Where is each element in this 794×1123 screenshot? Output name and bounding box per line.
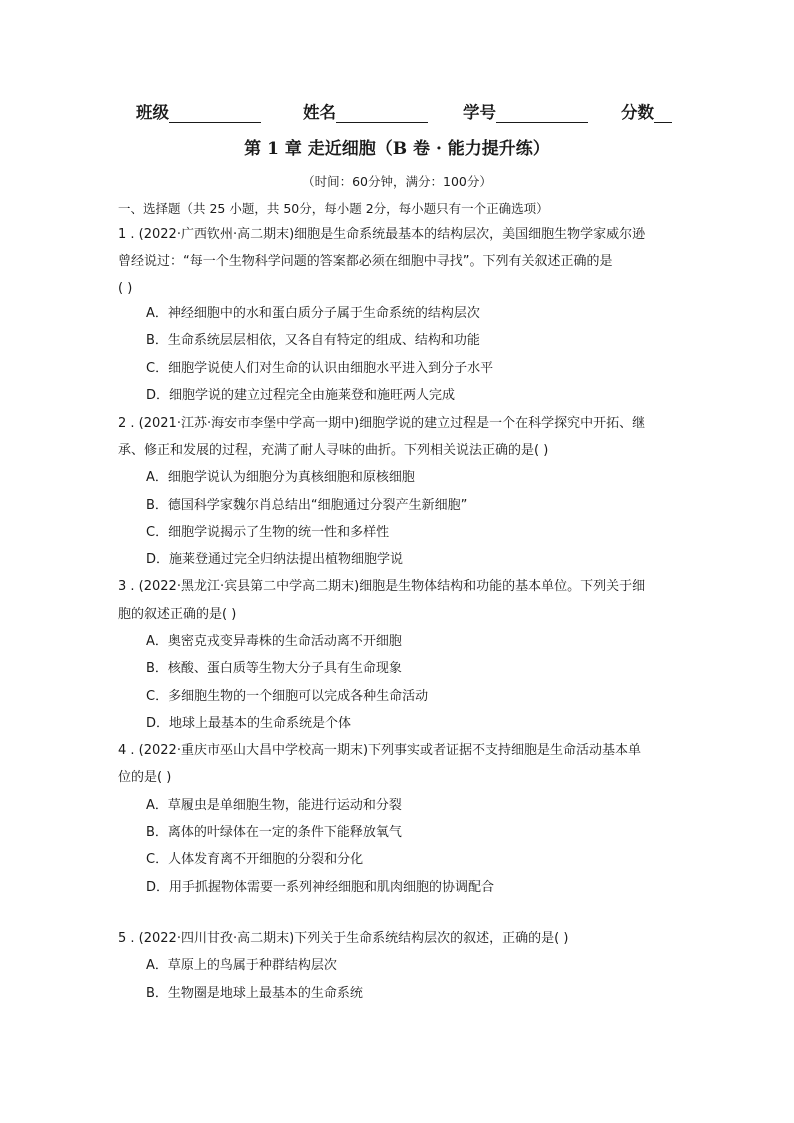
question-4-option-d[interactable]: D．用手抓握物体需要一系列神经细胞和肌肉细胞的协调配合	[146, 880, 495, 895]
class-field	[136, 99, 261, 123]
student-id-blank[interactable]	[496, 105, 588, 123]
question-2-option-a[interactable]: A．细胞学说认为细胞分为真核细胞和原核细胞	[146, 470, 415, 485]
question-1-line-2: 曾经说过：“每一个生物科学问题的答案都必须在细胞中寻找”。下列有关叙述正确的是	[118, 254, 613, 269]
name-field	[303, 99, 428, 123]
student-info-row	[136, 99, 676, 121]
question-4-line-2: 位的是( )	[118, 770, 172, 785]
page-title: 第 1 章 走近细胞（B 卷 · 能力提升练）	[244, 139, 550, 159]
question-5-option-a[interactable]: A．草原上的鸟属于种群结构层次	[146, 958, 337, 973]
question-5-option-b[interactable]: B．生物圈是地球上最基本的生命系统	[146, 986, 363, 1001]
question-1-option-a[interactable]: A．神经细胞中的水和蛋白质分子属于生命系统的结构层次	[146, 306, 480, 321]
question-4-option-b[interactable]: B．离体的叶绿体在一定的条件下能释放氧气	[146, 825, 402, 840]
question-1-option-c[interactable]: C．细胞学说使人们对生命的认识由细胞水平进入到分子水平	[146, 361, 494, 376]
score-field	[621, 99, 672, 123]
question-3-option-d[interactable]: D．地球上最基本的生命系统是个体	[146, 716, 352, 731]
name-label: 姓名	[303, 103, 336, 122]
question-1-line-1: 1 . (2022·广西钦州·高二期末)细胞是生命系统最基本的结构层次，美国细胞生物学家威尔逊	[118, 227, 646, 242]
question-1-option-d[interactable]: D．细胞学说的建立过程完全由施莱登和施旺两人完成	[146, 388, 456, 403]
question-1-option-b[interactable]: B．生命系统层层相依，又各自有特定的组成、结构和功能	[146, 333, 480, 348]
student-id-field	[463, 99, 588, 123]
question-3-line-1: 3 . (2022·黑龙江·宾县第二中学高二期末)细胞是生物体结构和功能的基本单位。下列关于细	[118, 579, 646, 594]
question-2-option-b[interactable]: B．德国科学家魏尔肖总结出“细胞通过分裂产生新细胞”	[146, 498, 468, 513]
question-2-option-c[interactable]: C．细胞学说揭示了生物的统一性和多样性	[146, 525, 390, 540]
question-3-option-a[interactable]: A．奥密克戎变异毒株的生命活动离不开细胞	[146, 634, 402, 649]
score-blank[interactable]	[654, 105, 672, 123]
question-2-line-1: 2 . (2021·江苏·海安市李堡中学高一期中)细胞学说的建立过程是一个在科学探究中开拓、继	[118, 416, 646, 431]
name-blank[interactable]	[336, 105, 428, 123]
class-blank[interactable]	[169, 105, 261, 123]
class-label: 班级	[136, 103, 169, 122]
score-label: 分数	[621, 103, 654, 122]
question-1-line-3: ( )	[118, 281, 133, 296]
question-5-line-1: 5 . (2022·四川甘孜·高二期末)下列关于生命系统结构层次的叙述，正确的是( )	[118, 931, 569, 946]
question-4-line-1: 4 . (2022·重庆市巫山大昌中学校高一期末)下列事实或者证据不支持细胞是生命活动基本单	[118, 743, 642, 758]
question-4-option-c[interactable]: C．人体发育离不开细胞的分裂和分化	[146, 852, 364, 867]
exam-subtitle: （时间：60分钟，满分：100分）	[302, 174, 492, 189]
question-3-option-b[interactable]: B．核酸、蛋白质等生物大分子具有生命现象	[146, 661, 402, 676]
section-heading: 一、选择题（共 25 小题，共 50分，每小题 2分，每小题只有一个正确选项）	[118, 201, 549, 216]
question-2-line-2: 承、修正和发展的过程，充满了耐人寻味的曲折。下列相关说法正确的是( )	[118, 443, 549, 458]
question-4-option-a[interactable]: A．草履虫是单细胞生物，能进行运动和分裂	[146, 798, 402, 813]
question-3-line-2: 胞的叙述正确的是( )	[118, 607, 237, 622]
question-3-option-c[interactable]: C．多细胞生物的一个细胞可以完成各种生命活动	[146, 689, 429, 704]
question-2-option-d[interactable]: D．施莱登通过完全归纳法提出植物细胞学说	[146, 552, 404, 567]
student-id-label: 学号	[463, 103, 496, 122]
